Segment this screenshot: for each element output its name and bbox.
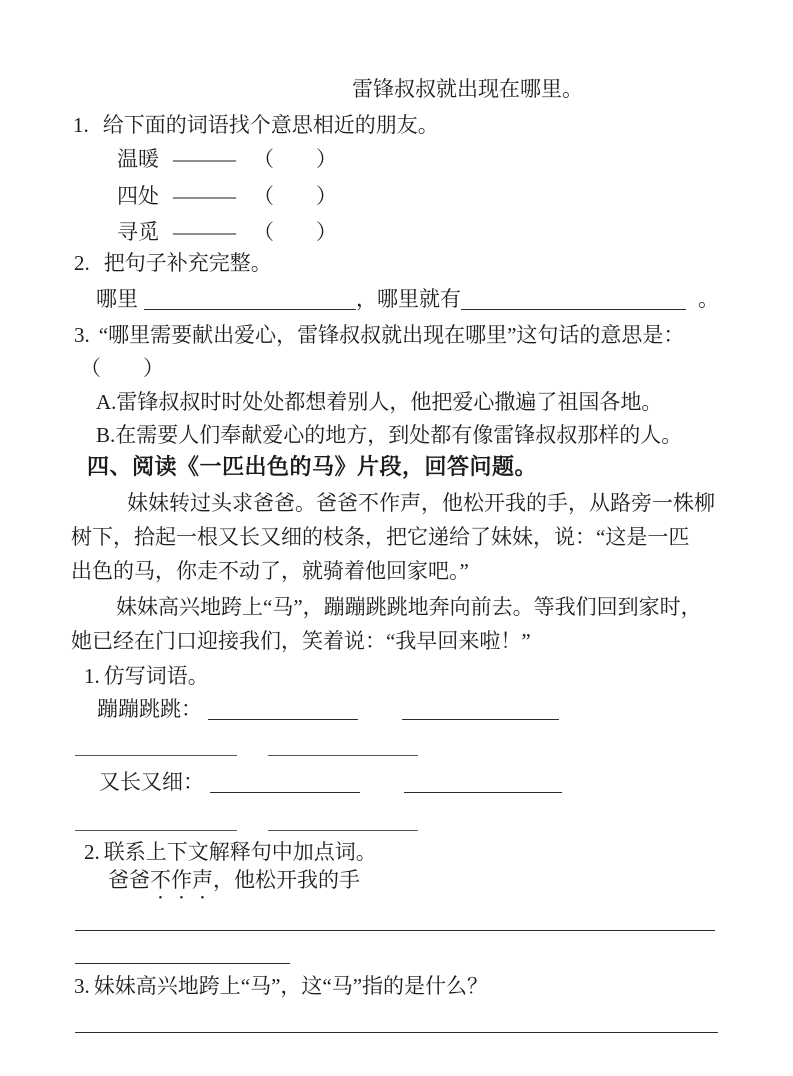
imitate-row-1	[97, 694, 559, 724]
sub-question-2-text: 联系上下文解释句中加点词。	[103, 840, 377, 864]
sub-question-1	[84, 661, 209, 691]
question-1-number: 1.	[73, 113, 89, 137]
passage-line-3: 出色的马，你走不动了，就骑着他回家吧。”	[71, 559, 469, 583]
sub-question-2-number: 2.	[84, 840, 100, 864]
synonym-word-1: 温暖	[117, 147, 159, 171]
passage-line-4: 妹妹高兴地跨上“马”，蹦蹦跳跳地奔向前去。等我们回到家时，	[116, 595, 702, 619]
sub-question-2	[84, 837, 377, 867]
sentence-post: ，他松开我的手	[213, 868, 360, 892]
question-3-number: 3.	[74, 323, 90, 347]
answer-blank	[461, 305, 686, 310]
fill-mid: ，哪里就有	[356, 287, 461, 311]
dash-line: ———	[173, 184, 236, 208]
imitate-word-2: 又长又细：	[99, 770, 204, 794]
answer-blank	[75, 755, 237, 756]
passage-line-5: 她已经在门口迎接我们，笑着说：“我早回来啦！”	[71, 629, 531, 653]
answer-parentheses: （ ）	[80, 356, 164, 380]
synonym-row-3	[117, 217, 337, 247]
fill-start: 哪里	[96, 287, 138, 311]
imitate-row-2	[99, 767, 562, 797]
question-1-text: 给下面的词语找个意思相近的朋友。	[102, 113, 439, 137]
answer-parentheses: （ ）	[253, 147, 337, 171]
imitate-word-1: 蹦蹦跳跳：	[97, 697, 202, 721]
answer-blank	[268, 755, 418, 756]
answer-blank	[144, 305, 356, 310]
answer-blank	[210, 788, 360, 793]
dash-line: ———	[173, 220, 236, 244]
answer-parentheses: （ ）	[253, 184, 337, 208]
sentence-pre: 爸爸	[108, 868, 150, 892]
option-a: A.雷锋叔叔时时处处都想着别人，他把爱心撒遍了祖国各地。	[96, 390, 663, 414]
question-2	[74, 248, 272, 278]
answer-blank	[268, 830, 418, 831]
option-b: B.在需要人们奉献爱心的地方，到处都有像雷锋叔叔那样的人。	[96, 423, 683, 447]
sub-question-1-number: 1.	[84, 664, 100, 688]
synonym-word-2: 四处	[117, 184, 159, 208]
sub-question-3-text: 妹妹高兴地跨上“马”，这“马”指的是什么？	[93, 974, 489, 998]
question-2-number: 2.	[74, 251, 90, 275]
sub-question-3	[74, 971, 488, 1001]
fill-in-sentence	[96, 284, 719, 314]
answer-blank	[402, 715, 559, 720]
question-1	[73, 110, 439, 140]
passage-line-1: 妹妹转过头求爸爸。爸爸不作声，他松开我的手，从路旁一株柳	[127, 491, 715, 515]
synonym-word-3: 寻觅	[117, 220, 159, 244]
answer-blank	[208, 715, 358, 720]
question-3	[74, 320, 684, 350]
question-3-text: “哪里需要献出爱心，雷锋叔叔就出现在哪里”这句话的意思是：	[98, 323, 685, 347]
answer-parentheses: （ ）	[253, 220, 337, 244]
sub-question-1-text: 仿写词语。	[103, 664, 209, 688]
dash-line: ———	[173, 147, 236, 171]
answer-blank	[75, 930, 715, 931]
quoted-sentence	[108, 865, 360, 904]
answer-blank	[75, 963, 290, 964]
fill-end: 。	[698, 287, 719, 311]
synonym-row-1	[117, 144, 337, 174]
section-4-heading: 四、阅读《一匹出色的马》片段，回答问题。	[87, 454, 538, 479]
answer-blank	[75, 830, 237, 831]
sentence-emphasized: 不作声	[150, 868, 213, 892]
answer-blank	[404, 788, 562, 793]
answer-blank	[75, 1032, 718, 1033]
question-2-text: 把句子补充完整。	[103, 251, 272, 275]
passage-line-2: 树下，拾起一根又长又细的枝条，把它递给了妹妹，说：“这是一匹	[71, 525, 690, 549]
sub-question-3-number: 3.	[74, 974, 90, 998]
continuation-line: 雷锋叔叔就出现在哪里。	[352, 77, 583, 101]
synonym-row-2	[117, 181, 337, 211]
